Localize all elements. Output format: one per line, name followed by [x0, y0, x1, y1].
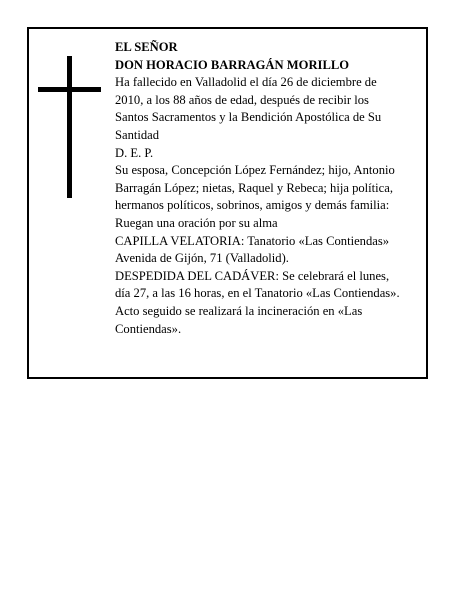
- notice-body-line: Barragán López; nietas, Raquel y Rebeca; hija política,: [115, 180, 394, 195]
- notice-body-line: Su esposa, Concepción López Fernández; hijo, Antonio: [115, 163, 395, 178]
- notice-body-line: Santos Sacramentos y la Bendición Apostólica de Su: [115, 110, 382, 125]
- notice-body-line: día 27, a las 16 horas, en el Tanatorio «Las Contiendas».: [115, 286, 400, 301]
- notice-body-line: Avenida de Gijón, 71 (Valladolid).: [115, 251, 289, 266]
- notice-heading-title: EL SEÑOR: [115, 40, 178, 54]
- notice-body-line: D. E. P.: [115, 145, 154, 160]
- notice-body-line: Acto seguido se realizará la incineración en «Las: [115, 303, 363, 318]
- obituary-notice: [27, 27, 428, 379]
- cross-horizontal-bar: [38, 87, 101, 92]
- notice-body-line: hermanos políticos, sobrinos, amigos y demás familia:: [115, 198, 390, 213]
- notice-body-line: Ha fallecido en Valladolid el día 26 de diciembre de: [115, 75, 377, 90]
- notice-body-line: 2010, a los 88 años de edad, después de recibir los: [115, 92, 369, 107]
- notice-body-line: Contiendas».: [115, 321, 182, 336]
- notice-body-line: Santidad: [115, 127, 160, 142]
- notice-text: [115, 39, 427, 338]
- notice-body-line: Ruegan una oración por su alma: [115, 215, 278, 230]
- notice-body-line: DESPEDIDA DEL CADÁVER: Se celebrará el lunes,: [115, 268, 390, 283]
- cross-vertical-bar: [67, 56, 72, 198]
- notice-heading-name: DON HORACIO BARRAGÁN MORILLO: [115, 57, 350, 72]
- notice-body-line: CAPILLA VELATORIA: Tanatorio «Las Contiendas»: [115, 233, 390, 248]
